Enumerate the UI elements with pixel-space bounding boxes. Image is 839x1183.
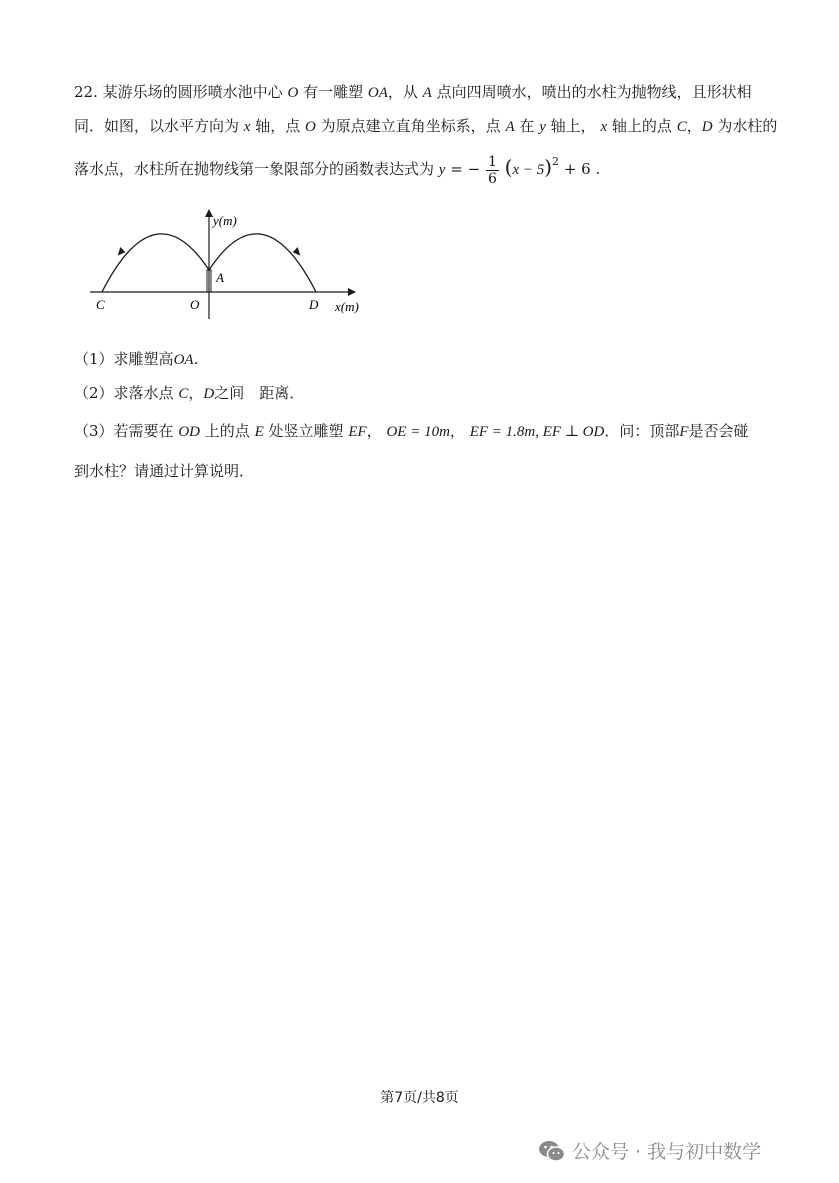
x-axis-label: x(m) <box>335 299 359 314</box>
text: 到水柱？请通过计算说明． <box>74 462 255 480</box>
text: 有一雕塑 <box>303 83 364 101</box>
text: 轴上， <box>550 117 596 135</box>
text: 若需要在 <box>113 422 174 440</box>
text: 求雕塑高 <box>113 350 174 368</box>
right-water-arc <box>209 234 316 292</box>
var-OA: OA <box>367 85 388 101</box>
var-x: x <box>600 119 608 135</box>
var-A: A <box>505 119 515 135</box>
text: 某游乐场的圆形喷水池中心 <box>102 83 283 101</box>
formula-fraction <box>486 154 499 187</box>
fraction-numerator: 1 <box>487 153 497 170</box>
text: . <box>193 350 199 368</box>
var-E: E <box>254 424 264 440</box>
condition-oe: OE = 10m <box>386 424 450 440</box>
var-F: F <box>679 424 689 440</box>
var-O: O <box>305 119 316 135</box>
var-C: C <box>178 386 189 402</box>
var-C: C <box>676 119 687 135</box>
text: ．问：顶部 <box>604 422 680 440</box>
text: 为原点建立直角坐标系，点 <box>320 117 501 135</box>
right-arc-arrow-icon <box>292 246 301 255</box>
text: ， <box>449 422 465 440</box>
watermark-text: 公众号 · 我与初中数学 <box>572 1141 762 1163</box>
watermark <box>538 1137 761 1164</box>
text: 求落水点 <box>113 384 174 402</box>
formula-end: . <box>595 160 601 178</box>
point-o-label: O <box>190 297 200 312</box>
text: 点向四周喷水，喷出的水柱为抛物线，且形状相 <box>436 83 752 101</box>
var-x: x <box>243 119 251 135</box>
formula-exponent: 2 <box>552 155 560 168</box>
problem-line-3 <box>74 152 600 187</box>
problem-line-2 <box>74 116 777 137</box>
text: 上的点 <box>204 422 250 440</box>
text: ， <box>686 117 702 135</box>
problem-line-1 <box>74 82 752 103</box>
formula-tail: + 6 <box>563 160 591 178</box>
part-3-continued <box>74 461 254 481</box>
wechat-icon <box>538 1139 566 1163</box>
left-arc-arrow-icon <box>116 246 125 255</box>
text: ， <box>188 384 204 402</box>
text: 是否会碰 <box>688 422 749 440</box>
var-A: A <box>422 85 432 101</box>
var-OD: OD <box>178 424 201 440</box>
formula-open-paren: ( <box>504 155 513 179</box>
var-D: D <box>701 119 713 135</box>
formula-equals: = − <box>450 160 481 178</box>
text: ，从 <box>387 83 418 101</box>
part-label: （1） <box>74 350 114 368</box>
text: 轴，点 <box>255 117 301 135</box>
var-y: y <box>539 119 546 135</box>
var-D: D <box>203 386 215 402</box>
text: 轴上的点 <box>611 117 672 135</box>
condition-ef: EF = 1.8m, EF ⊥ OD <box>469 424 605 440</box>
var-O: O <box>287 85 299 101</box>
text: ， <box>366 422 382 440</box>
formula-close-paren: ) <box>544 155 553 179</box>
fountain-figure <box>85 205 375 330</box>
var-OA: OA <box>173 352 194 368</box>
text: 之间 距离． <box>214 384 305 402</box>
part-3 <box>74 421 749 442</box>
text: 处竖立雕塑 <box>268 422 344 440</box>
part-label: （3） <box>74 422 114 440</box>
formula-inner: x − 5 <box>512 162 545 178</box>
text: 为水柱的 <box>717 117 778 135</box>
text: 在 <box>519 117 535 135</box>
var-EF: EF <box>348 424 367 440</box>
page-footer: 第7页/共8页 <box>380 1090 459 1106</box>
point-d-label: D <box>309 297 319 312</box>
formula-lhs: y <box>438 162 446 178</box>
text: 落水点，水柱所在抛物线第一象限部分的函数表达式为 <box>74 160 435 178</box>
left-water-arc <box>102 234 209 292</box>
point-c-label: C <box>96 297 105 312</box>
fraction-denominator: 6 <box>487 170 497 187</box>
point-a-label: A <box>216 270 224 285</box>
part-2 <box>74 383 304 404</box>
y-axis-label: y(m) <box>213 213 237 228</box>
part-label: （2） <box>74 384 114 402</box>
problem-number: 22. <box>74 83 98 101</box>
text: 同．如图，以水平方向为 <box>74 117 240 135</box>
part-1 <box>74 349 198 370</box>
